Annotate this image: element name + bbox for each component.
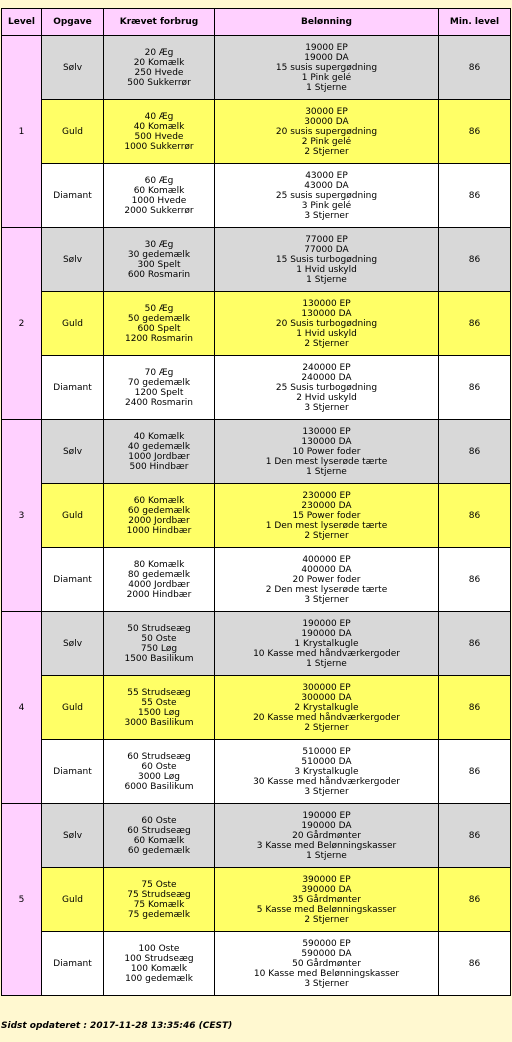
reward-item: 2 Stjerner (304, 146, 349, 157)
table-row (2, 548, 511, 612)
reward-item: 20 Gårdmønter (292, 830, 361, 841)
required-item: 100 gedemælk (125, 973, 193, 984)
required-item: 80 Komælk (133, 559, 185, 570)
required-cell (104, 356, 215, 420)
reward-cell (215, 548, 439, 612)
level-cell: 1 (2, 36, 42, 228)
required-item: 40 Komælk (133, 431, 185, 442)
required-cell (104, 484, 215, 548)
reward-item: 50 Gårdmønter (292, 958, 361, 969)
required-cell (104, 612, 215, 676)
required-item: 75 Komælk (133, 899, 185, 910)
reward-item: 300000 EP (302, 682, 351, 693)
required-cell (104, 676, 215, 740)
reward-cell (215, 804, 439, 868)
reward-item: 230000 EP (302, 490, 351, 501)
reward-item: 130000 EP (302, 426, 351, 437)
required-item: 75 Oste (141, 879, 177, 890)
table-row (2, 164, 511, 228)
reward-item: 2 Pink gelé (301, 136, 352, 147)
reward-item: 15 Power foder (292, 510, 361, 521)
reward-item: 1 Hvid uskyld (296, 264, 357, 275)
reward-item: 190000 EP (302, 618, 351, 629)
reward-item: 3 Stjerner (304, 978, 349, 989)
reward-item: 510000 DA (301, 756, 352, 767)
reward-cell (215, 676, 439, 740)
table-row (2, 804, 511, 868)
reward-item: 3 Stjerner (304, 210, 349, 221)
required-cell (104, 36, 215, 100)
table-row (2, 420, 511, 484)
min-level-cell: 86 (439, 292, 511, 356)
reward-item: 43000 EP (305, 170, 348, 181)
required-item: 40 Æg (144, 111, 174, 122)
required-item: 50 Æg (144, 303, 174, 314)
table-row (2, 356, 511, 420)
required-item: 60 Strudseæg (127, 825, 191, 836)
required-item: 30 gedemælk (127, 249, 191, 260)
required-item: 1200 Rosmarin (125, 333, 193, 344)
table-row (2, 228, 511, 292)
reward-item: 30000 DA (304, 116, 349, 127)
required-item: 6000 Basilikum (124, 781, 194, 792)
required-item: 500 Sukkerrør (127, 77, 191, 88)
min-level-cell: 86 (439, 100, 511, 164)
reward-item: 3 Kasse med Belønningskasser (256, 840, 397, 851)
min-level-cell: 86 (439, 740, 511, 804)
reward-item: 1 Den mest lyserøde tærte (265, 520, 388, 531)
reward-item: 77000 DA (304, 244, 349, 255)
required-item: 55 Oste (141, 697, 177, 708)
table-row (2, 484, 511, 548)
required-item: 50 Oste (141, 633, 177, 644)
reward-item: 130000 DA (301, 308, 352, 319)
reward-item: 2 Stjerner (304, 722, 349, 733)
header-level: Level (2, 9, 42, 36)
level-cell: 4 (2, 612, 42, 804)
required-item: 100 Oste (138, 943, 180, 954)
reward-item: 3 Krystalkugle (294, 766, 359, 777)
reward-item: 2 Stjerner (304, 914, 349, 925)
required-item: 600 Rosmarin (127, 269, 191, 280)
task-type-cell: Sølv (42, 420, 104, 484)
reward-item: 300000 DA (301, 692, 352, 703)
min-level-cell: 86 (439, 548, 511, 612)
required-cell (104, 548, 215, 612)
reward-cell (215, 356, 439, 420)
task-type-cell: Guld (42, 484, 104, 548)
reward-cell (215, 868, 439, 932)
task-type-cell: Sølv (42, 612, 104, 676)
required-item: 2000 Sukkerrør (124, 205, 194, 216)
required-item: 60 gedemælk (127, 505, 191, 516)
task-type-cell: Diamant (42, 740, 104, 804)
table-row (2, 612, 511, 676)
reward-item: 3 Stjerner (304, 786, 349, 797)
reward-item: 1 Krystalkugle (294, 638, 359, 649)
table-row (2, 676, 511, 740)
reward-item: 2 Stjerner (304, 338, 349, 349)
reward-item: 590000 DA (301, 948, 352, 959)
reward-item: 400000 EP (302, 554, 351, 565)
task-type-cell: Sølv (42, 36, 104, 100)
reward-item: 3 Stjerner (304, 402, 349, 413)
table-row (2, 36, 511, 100)
required-item: 100 Strudseæg (124, 953, 194, 964)
required-item: 2400 Rosmarin (125, 397, 193, 408)
required-cell (104, 804, 215, 868)
required-item: 55 Strudseæg (127, 687, 191, 698)
header-required: Krævet forbrug (104, 9, 215, 36)
reward-item: 10 Power foder (292, 446, 361, 457)
reward-item: 1 Stjerne (306, 466, 347, 477)
reward-item: 1 Den mest lyserøde tærte (265, 456, 388, 467)
min-level-cell: 86 (439, 356, 511, 420)
required-item: 20 Komælk (133, 57, 185, 68)
required-item: 1000 Jordbær (128, 451, 190, 462)
reward-item: 10 Kasse med håndværkergoder (253, 648, 400, 659)
required-item: 2000 Hindbær (126, 589, 192, 600)
reward-item: 1 Stjerne (306, 850, 347, 861)
reward-item: 1 Stjerne (306, 658, 347, 669)
task-type-cell: Guld (42, 100, 104, 164)
required-item: 40 gedemælk (127, 441, 191, 452)
required-cell (104, 228, 215, 292)
min-level-cell: 86 (439, 420, 511, 484)
required-item: 50 Strudseæg (127, 623, 191, 634)
reward-item: 20 Kasse med håndværkergoder (253, 712, 400, 723)
reward-item: 43000 DA (304, 180, 349, 191)
level-cell: 5 (2, 804, 42, 996)
min-level-cell: 86 (439, 228, 511, 292)
reward-cell (215, 932, 439, 996)
table-row (2, 868, 511, 932)
reward-cell (215, 420, 439, 484)
reward-item: 15 susis supergødning (275, 62, 378, 73)
reward-cell (215, 100, 439, 164)
task-type-cell: Guld (42, 868, 104, 932)
required-item: 1500 Løg (138, 707, 180, 718)
reward-item: 2 Hvid uskyld (296, 392, 357, 403)
reward-item: 2 Stjerner (304, 530, 349, 541)
header-min-level: Min. level (439, 9, 511, 36)
required-item: 60 Komælk (133, 495, 185, 506)
reward-item: 2 Den mest lyserøde tærte (265, 584, 388, 595)
required-item: 2000 Jordbær (128, 515, 190, 526)
reward-item: 15 Susis turbogødning (275, 254, 378, 265)
reward-cell (215, 228, 439, 292)
required-item: 600 Spelt (137, 323, 181, 334)
reward-item: 190000 DA (301, 820, 352, 831)
required-item: 80 gedemælk (127, 569, 191, 580)
required-item: 4000 Jordbær (128, 579, 190, 590)
required-item: 60 Æg (144, 175, 174, 186)
required-item: 70 Æg (144, 367, 174, 378)
task-type-cell: Diamant (42, 164, 104, 228)
min-level-cell: 86 (439, 932, 511, 996)
required-cell (104, 740, 215, 804)
required-cell (104, 932, 215, 996)
table-row (2, 932, 511, 996)
reward-item: 2 Krystalkugle (294, 702, 359, 713)
reward-item: 30 Kasse med håndværkergoder (253, 776, 400, 787)
events-table (1, 8, 511, 996)
reward-item: 230000 DA (301, 500, 352, 511)
reward-item: 1 Stjerne (306, 274, 347, 285)
required-item: 1500 Basilikum (124, 653, 194, 664)
required-item: 1000 Hindbær (126, 525, 192, 536)
table-body (2, 36, 511, 996)
required-item: 60 Oste (141, 815, 177, 826)
last-updated: Sidst opdateret : 2017-11-28 13:35:46 (CEST) (1, 1021, 233, 1031)
required-item: 75 Strudseæg (127, 889, 191, 900)
min-level-cell: 86 (439, 868, 511, 932)
reward-item: 1 Hvid uskyld (296, 328, 357, 339)
reward-item: 30000 EP (305, 106, 348, 117)
reward-item: 20 Power foder (292, 574, 361, 585)
min-level-cell: 86 (439, 612, 511, 676)
min-level-cell: 86 (439, 164, 511, 228)
reward-item: 3 Stjerner (304, 594, 349, 605)
header-reward: Belønning (215, 9, 439, 36)
required-item: 70 gedemælk (127, 377, 191, 388)
required-item: 75 gedemælk (127, 909, 191, 920)
required-item: 500 Hvede (134, 131, 184, 142)
reward-cell (215, 484, 439, 548)
reward-item: 10 Kasse med Belønningskasser (253, 968, 400, 979)
level-cell: 2 (2, 228, 42, 420)
reward-item: 35 Gårdmønter (292, 894, 361, 905)
required-item: 1200 Spelt (134, 387, 184, 398)
required-item: 250 Hvede (134, 67, 184, 78)
required-item: 3000 Løg (138, 771, 180, 782)
reward-cell (215, 36, 439, 100)
required-item: 40 Komælk (133, 121, 185, 132)
required-item: 1000 Hvede (131, 195, 187, 206)
task-type-cell: Guld (42, 292, 104, 356)
task-type-cell: Sølv (42, 804, 104, 868)
task-type-cell: Diamant (42, 932, 104, 996)
reward-item: 190000 EP (302, 810, 351, 821)
task-type-cell: Guld (42, 676, 104, 740)
reward-item: 240000 DA (301, 372, 352, 383)
reward-item: 130000 DA (301, 436, 352, 447)
reward-cell (215, 164, 439, 228)
required-item: 50 gedemælk (127, 313, 191, 324)
required-item: 60 Komælk (133, 835, 185, 846)
reward-item: 19000 DA (304, 52, 349, 63)
reward-item: 77000 EP (305, 234, 348, 245)
required-item: 1000 Sukkerrør (124, 141, 194, 152)
table-row (2, 740, 511, 804)
reward-item: 5 Kasse med Belønningskasser (256, 904, 397, 915)
required-item: 30 Æg (144, 239, 174, 250)
level-cell: 3 (2, 420, 42, 612)
header-task: Opgave (42, 9, 104, 36)
reward-item: 3 Pink gelé (301, 200, 352, 211)
reward-item: 1 Stjerne (306, 82, 347, 93)
required-cell (104, 868, 215, 932)
required-item: 60 gedemælk (127, 845, 191, 856)
required-item: 60 Komælk (133, 185, 185, 196)
required-item: 3000 Basilikum (124, 717, 194, 728)
required-item: 20 Æg (144, 47, 174, 58)
reward-cell (215, 740, 439, 804)
reward-item: 1 Pink gelé (301, 72, 352, 83)
required-cell (104, 420, 215, 484)
reward-item: 20 susis supergødning (275, 126, 378, 137)
header-row (2, 9, 511, 36)
reward-item: 130000 EP (302, 298, 351, 309)
required-item: 100 Komælk (130, 963, 188, 974)
task-type-cell: Diamant (42, 548, 104, 612)
reward-item: 25 susis supergødning (275, 190, 378, 201)
min-level-cell: 86 (439, 484, 511, 548)
required-item: 750 Løg (140, 643, 178, 654)
reward-item: 190000 DA (301, 628, 352, 639)
task-type-cell: Sølv (42, 228, 104, 292)
reward-item: 390000 EP (302, 874, 351, 885)
reward-item: 19000 EP (305, 42, 348, 53)
required-cell (104, 100, 215, 164)
min-level-cell: 86 (439, 804, 511, 868)
reward-item: 20 Susis turbogødning (275, 318, 378, 329)
required-item: 60 Strudseæg (127, 751, 191, 762)
reward-cell (215, 612, 439, 676)
min-level-cell: 86 (439, 676, 511, 740)
reward-item: 240000 EP (302, 362, 351, 373)
task-type-cell: Diamant (42, 356, 104, 420)
reward-item: 25 Susis turbogødning (275, 382, 378, 393)
required-item: 60 Oste (141, 761, 177, 772)
table-row (2, 292, 511, 356)
required-item: 300 Spelt (137, 259, 181, 270)
required-cell (104, 292, 215, 356)
required-cell (104, 164, 215, 228)
required-item: 500 Hindbær (129, 461, 189, 472)
reward-item: 590000 EP (302, 938, 351, 949)
min-level-cell: 86 (439, 36, 511, 100)
reward-item: 390000 DA (301, 884, 352, 895)
reward-cell (215, 292, 439, 356)
reward-item: 510000 EP (302, 746, 351, 757)
reward-item: 400000 DA (301, 564, 352, 575)
table-row (2, 100, 511, 164)
